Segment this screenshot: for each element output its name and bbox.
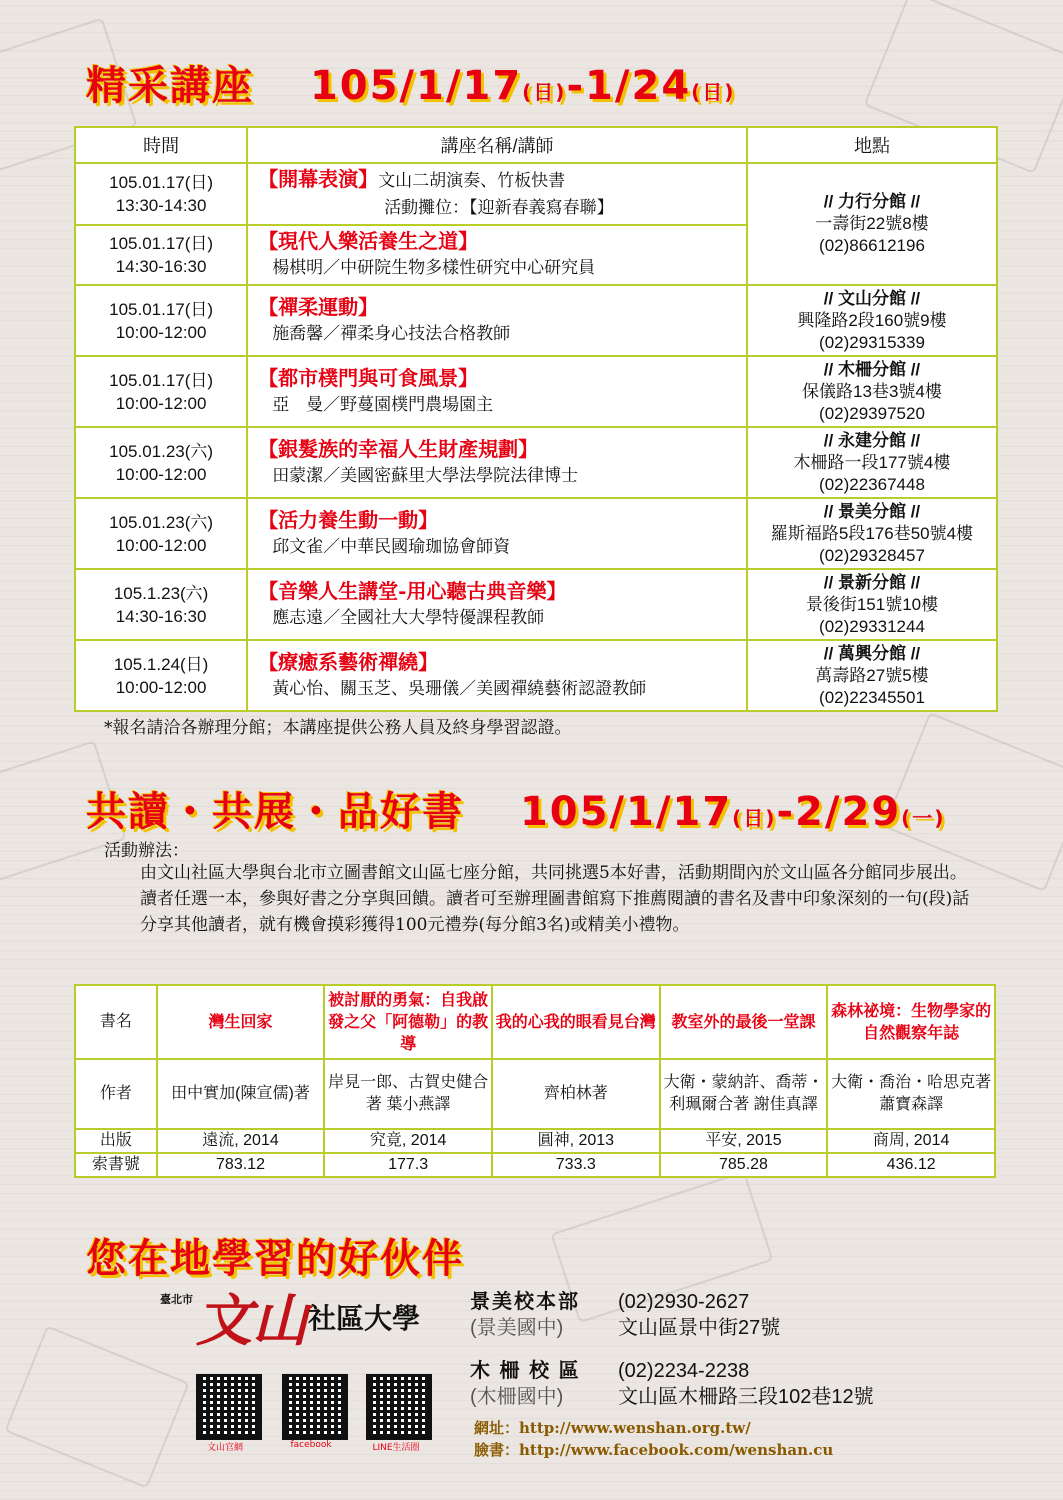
book-author: 大衛・喬治・哈思克著 蕭寶森譯 [827, 1059, 995, 1129]
logo-text: 社區大學 [308, 1302, 421, 1335]
table-row [75, 1129, 995, 1153]
lecture-name: 【都市樸門與可食風景】 [258, 365, 479, 390]
lecture-time-cell [75, 640, 247, 711]
book-publisher: 圓神, 2013 [492, 1129, 660, 1153]
branch-phone: (02)29328457 [819, 545, 925, 565]
lecture-name: 【銀髮族的幸福人生財產規劃】 [258, 436, 539, 461]
activity-description: 由文山社區大學與台北市立圖書館文山區七座分館，共同挑選5本好書，活動期間內於文山區各分館同步展出。讀者任選一本，參與好書之分享與回饋。讀者可至辦理圖書館寫下推薦閱讀的書名及書中印象深刻的一句(段)話分享其他讀者，就有機會摸彩獲得100元禮券(每分館3名)或精美小禮物。 [140, 863, 970, 935]
campus-muzha [470, 1358, 874, 1410]
lecture-time-text: 10:00-12:00 [115, 464, 207, 484]
campus-name: 景美校本部 [470, 1291, 580, 1313]
campus-address: 文山區木柵路三段102巷12號 [618, 1386, 874, 1408]
lecture-title-cell [247, 640, 747, 711]
branch-name: // 文山分館 // [823, 288, 921, 308]
lecture-title-cell [247, 569, 747, 640]
lecture-time-text: 14:30-16:30 [115, 606, 207, 626]
lecture-date-text: 105.01.23(六) [109, 441, 214, 461]
book-publisher: 遠流, 2014 [157, 1129, 325, 1153]
website-link[interactable]: 網址：http://www.wenshan.org.tw/ [474, 1419, 751, 1437]
lecture-time-cell [75, 285, 247, 356]
book-author: 齊柏林著 [492, 1059, 660, 1129]
branch-address: 興隆路2段160號9樓 [797, 310, 947, 330]
lecture-title-cell [247, 356, 747, 427]
table-row [75, 285, 997, 356]
lecture-name: 【禪柔運動】 [258, 294, 379, 319]
book-title: 我的心我的眼看見台灣 [492, 985, 660, 1059]
branch-name: // 萬興分館 // [823, 643, 921, 663]
lecture-time-text: 10:00-12:00 [115, 535, 207, 555]
lecture-title-cell [247, 163, 747, 225]
book-author: 田中實加(陳宣儒)著 [157, 1059, 325, 1129]
table-row [75, 498, 997, 569]
branch-address: 木柵路一段177號4樓 [793, 452, 951, 472]
branch-address: 保儀路13巷3號4樓 [802, 381, 942, 401]
lecture-time-text: 10:00-12:00 [115, 322, 207, 342]
logo-mark: 文山 [196, 1288, 308, 1354]
lecture-name: 【活力養生動一動】 [258, 507, 439, 532]
lecture-title-cell [247, 427, 747, 498]
book-date-start-day: (日) [732, 806, 777, 830]
branch-phone: (02)22345501 [819, 687, 925, 707]
table-row [75, 356, 997, 427]
lecture-table-header [75, 127, 997, 163]
table-row [75, 1059, 995, 1129]
book-call-number: 733.3 [492, 1153, 660, 1177]
lecture-date-text: 105.01.17(日) [109, 370, 214, 390]
qr-caption: LINE生活圈 [372, 1443, 420, 1453]
book-list-table [74, 984, 996, 1178]
table-row [75, 1153, 995, 1177]
book-section-title [86, 780, 945, 837]
lecture-name: 【音樂人生講堂-用心聽古典音樂】 [258, 578, 567, 603]
branch-address: 景後街151號10樓 [805, 594, 939, 614]
lecture-name: 【療癒系藝術禪繞】 [258, 649, 439, 674]
lecture-date-text: 105.01.17(日) [109, 173, 214, 192]
lecture-time-cell [75, 498, 247, 569]
lecture-time-cell [75, 356, 247, 427]
lecture-extra: 活動攤位：【迎新春義寫春聯】 [384, 198, 614, 218]
qr-code-facebook[interactable] [282, 1374, 348, 1440]
lecture-speaker: 楊棋明／中研院生物多樣性研究中心研究員 [272, 258, 596, 278]
header-time: 時間 [75, 127, 247, 163]
lecture-speaker: 邱文雀／中華民國瑜珈協會師資 [272, 536, 511, 557]
branch-name: // 木柵分館 // [823, 359, 921, 379]
lecture-section-title [86, 54, 735, 111]
book-date-end: -2/29 [776, 789, 902, 835]
lecture-time-cell [75, 225, 247, 285]
campus-school: (景美國中) [470, 1317, 564, 1339]
lecture-note: *報名請洽各辦理分館；本講座提供公務人員及終身學習認證。 [104, 718, 572, 738]
lecture-place-cell [747, 498, 997, 569]
book-call-number: 436.12 [827, 1153, 995, 1177]
book-title-text: 共讀・共展・品好書 [86, 789, 464, 835]
row-label: 作者 [75, 1059, 157, 1129]
lecture-title-cell [247, 225, 747, 285]
book-call-number: 177.3 [324, 1153, 492, 1177]
qr-caption: facebook [290, 1440, 332, 1450]
table-row [75, 569, 997, 640]
lecture-place-cell [747, 356, 997, 427]
lecture-time-text: 14:30-16:30 [115, 257, 207, 276]
branch-phone: (02)29315339 [819, 332, 925, 352]
lecture-time-text: 10:00-12:00 [115, 393, 207, 413]
campus-name: 木 柵 校 區 [470, 1360, 581, 1382]
table-row [75, 985, 995, 1059]
lecture-speaker: 施喬馨／禪柔身心技法合格教師 [272, 323, 511, 344]
book-title: 灣生回家 [157, 985, 325, 1059]
lecture-place-cell [747, 285, 997, 356]
lecture-title-cell [247, 285, 747, 356]
activity-label: 活動辦法： [104, 841, 189, 861]
header-lecture: 講座名稱/講師 [247, 127, 747, 163]
lecture-date [310, 63, 736, 109]
lecture-schedule-table [74, 126, 998, 712]
lecture-time-cell [75, 569, 247, 640]
book-date-end-day: (一) [901, 806, 946, 830]
row-label: 索書號 [75, 1153, 157, 1177]
lecture-date-end: -1/24 [566, 63, 692, 109]
campus-jingmei [470, 1289, 780, 1341]
branch-name: // 景新分館 // [823, 572, 921, 592]
lecture-date-start-day: (日) [522, 80, 567, 104]
lecture-speaker: 田蒙潔／美國密蘇里大學法學院法律博士 [272, 465, 579, 486]
lecture-name: 【現代人樂活養生之道】 [258, 229, 479, 253]
partner-section-title: 您在地學習的好伙伴 [86, 1236, 464, 1282]
table-row [75, 427, 997, 498]
lecture-title-cell [247, 498, 747, 569]
branch-address: 一壽街22號8樓 [815, 214, 929, 233]
lecture-date-start: 105/1/17 [309, 63, 523, 109]
book-publisher: 究竟, 2014 [324, 1129, 492, 1153]
lecture-date-text: 105.1.23(六) [113, 583, 209, 603]
lecture-date-text: 105.01.23(六) [109, 512, 214, 532]
row-label: 出版 [75, 1129, 157, 1153]
lecture-time-cell [75, 427, 247, 498]
lecture-time-cell [75, 163, 247, 225]
branch-phone: (02)86612196 [819, 236, 925, 255]
book-title: 被討厭的勇氣：自我啟發之父「阿德勒」的教導 [324, 985, 492, 1059]
lecture-speaker: 文山二胡演奏、竹板快書 [378, 171, 566, 191]
branch-name: // 力行分館 // [823, 192, 921, 211]
lecture-place-cell [747, 427, 997, 498]
lecture-place-cell [747, 569, 997, 640]
table-row [75, 640, 997, 711]
header-place: 地點 [747, 127, 997, 163]
book-title: 森林祕境：生物學家的自然觀察年誌 [827, 985, 995, 1059]
lecture-date-end-day: (日) [691, 80, 736, 104]
branch-phone: (02)22367448 [819, 474, 925, 494]
lecture-time-text: 10:00-12:00 [115, 677, 207, 697]
logo-city-text: 臺北市 [160, 1293, 193, 1306]
row-label: 書名 [75, 985, 157, 1059]
qr-caption: 文山官網 [206, 1443, 243, 1453]
campus-school: (木柵國中) [470, 1386, 564, 1408]
campus-phone: (02)2930-2627 [618, 1291, 750, 1313]
branch-phone: (02)29397520 [819, 403, 925, 423]
lecture-title-text: 精采講座 [86, 63, 254, 109]
table-row [75, 163, 997, 225]
lecture-name: 【開幕表演】 [258, 167, 379, 191]
book-title: 教室外的最後一堂課 [660, 985, 828, 1059]
book-call-number: 785.28 [660, 1153, 828, 1177]
qr-code-line[interactable] [366, 1374, 432, 1440]
qr-code-website[interactable] [196, 1374, 262, 1440]
book-publisher: 商周, 2014 [827, 1129, 995, 1153]
lecture-speaker: 亞 曼／野蔓園樸門農場園主 [272, 394, 494, 415]
branch-name: // 景美分館 // [823, 501, 921, 521]
wenshan-community-college-logo [160, 1285, 450, 1355]
lecture-place-cell [747, 640, 997, 711]
lecture-speaker: 應志遠／全國社大大學特優課程教師 [272, 607, 545, 628]
branch-address: 萬壽路27號5樓 [815, 665, 929, 685]
book-date [520, 789, 946, 835]
lecture-date-text: 105.01.17(日) [109, 299, 214, 319]
campus-address: 文山區景中街27號 [618, 1317, 781, 1339]
book-author: 大衛・蒙納許、喬蒂・利珮爾合著 謝佳真譯 [660, 1059, 828, 1129]
branch-address: 羅斯福路5段176巷50號4樓 [770, 523, 974, 543]
campus-phone: (02)2234-2238 [618, 1360, 750, 1382]
book-call-number: 783.12 [157, 1153, 325, 1177]
lecture-speaker: 黃心怡、關玉芝、吳珊儀／美國禪繞藝術認證教師 [272, 678, 647, 699]
book-publisher: 平安, 2015 [660, 1129, 828, 1153]
lecture-date-text: 105.01.17(日) [109, 234, 214, 253]
lecture-date-text: 105.1.24(日) [113, 654, 209, 674]
book-author: 岸見一郎、古賀史健合著 葉小燕譯 [324, 1059, 492, 1129]
book-date-start: 105/1/17 [519, 789, 733, 835]
lecture-place-cell [747, 163, 997, 285]
lecture-time-text: 13:30-14:30 [115, 196, 207, 215]
branch-phone: (02)29331244 [819, 616, 925, 636]
facebook-link[interactable]: 臉書：http://www.facebook.com/wenshan.cu [474, 1441, 834, 1459]
branch-name: // 永建分館 // [823, 430, 921, 450]
